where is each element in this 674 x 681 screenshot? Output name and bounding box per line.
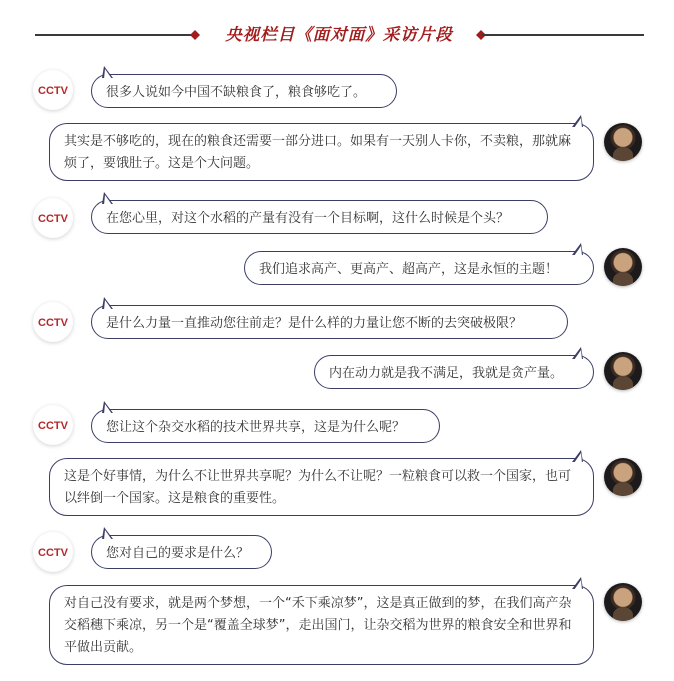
answer-bubble	[49, 458, 594, 516]
answer-bubble	[49, 123, 594, 181]
answer-text: 对自己没有要求，就是两个梦想，一个“禾下乘凉梦”，这是真正做到的梦，在我们高产杂交稻穗下乘凉，另一个是“覆盖全球梦”，走出国门，让杂交稻为世界的粮食安全和世界和平做出贡献。	[64, 596, 572, 655]
cctv-logo-icon	[37, 418, 69, 432]
question-text: 很多人说如今中国不缺粮食了，粮食够吃了。	[106, 85, 367, 100]
interviewee-avatar	[604, 458, 642, 496]
cctv-logo-avatar	[33, 70, 73, 110]
cctv-logo-icon	[37, 83, 69, 97]
question-text: 在您心里，对这个水稻的产量有没有一个目标啊，这什么时候是个头？	[106, 211, 510, 226]
answer-text: 其实是不够吃的，现在的粮食还需要一部分进口。如果有一天别人卡你，不卖粮，那就麻烦了，要饿肚子。这是个大问题。	[64, 134, 572, 171]
header-divider-left	[35, 34, 195, 36]
answer-text: 这是个好事情，为什么不让世界共享呢？为什么不让呢？一粒粮食可以救一个国家，也可以绊倒一个国家。这是粮食的重要性。	[64, 469, 572, 506]
interviewee-avatar	[604, 583, 642, 621]
cctv-logo-icon	[37, 545, 69, 559]
question-text: 是什么力量一直推动您往前走？是什么样的力量让您不断的去突破极限？	[106, 316, 523, 331]
interviewee-avatar	[604, 248, 642, 286]
question-bubble	[91, 74, 397, 108]
cctv-logo-icon	[37, 211, 69, 225]
answer-bubble	[244, 251, 594, 285]
cctv-logo-icon	[37, 315, 69, 329]
page-title: 央视栏目《面对面》采访片段	[225, 25, 453, 44]
answer-bubble	[49, 585, 594, 665]
cctv-logo-avatar	[33, 198, 73, 238]
interviewee-avatar	[604, 123, 642, 161]
svg-text:CCTV: CCTV	[38, 317, 68, 329]
cctv-logo-avatar	[33, 302, 73, 342]
cctv-logo-avatar	[33, 532, 73, 572]
cctv-logo-avatar	[33, 405, 73, 445]
svg-text:CCTV: CCTV	[38, 85, 68, 97]
answer-text: 内在动力就是我不满足，我就是贪产量。	[329, 366, 564, 381]
question-bubble	[91, 200, 548, 234]
answer-bubble	[314, 355, 594, 389]
answer-text: 我们追求高产、更高产、超高产，这是永恒的主题！	[259, 262, 559, 277]
question-bubble	[91, 535, 272, 569]
interviewee-avatar	[604, 352, 642, 390]
svg-text:CCTV: CCTV	[38, 420, 68, 432]
question-bubble	[91, 305, 568, 339]
question-text: 您对自己的要求是什么？	[106, 546, 250, 561]
question-bubble	[91, 409, 440, 443]
svg-text:CCTV: CCTV	[38, 213, 68, 225]
section-header	[0, 22, 674, 48]
question-text: 您让这个杂交水稻的技术世界共享，这是为什么呢？	[106, 420, 406, 435]
header-divider-right	[482, 34, 644, 36]
svg-text:CCTV: CCTV	[38, 547, 68, 559]
